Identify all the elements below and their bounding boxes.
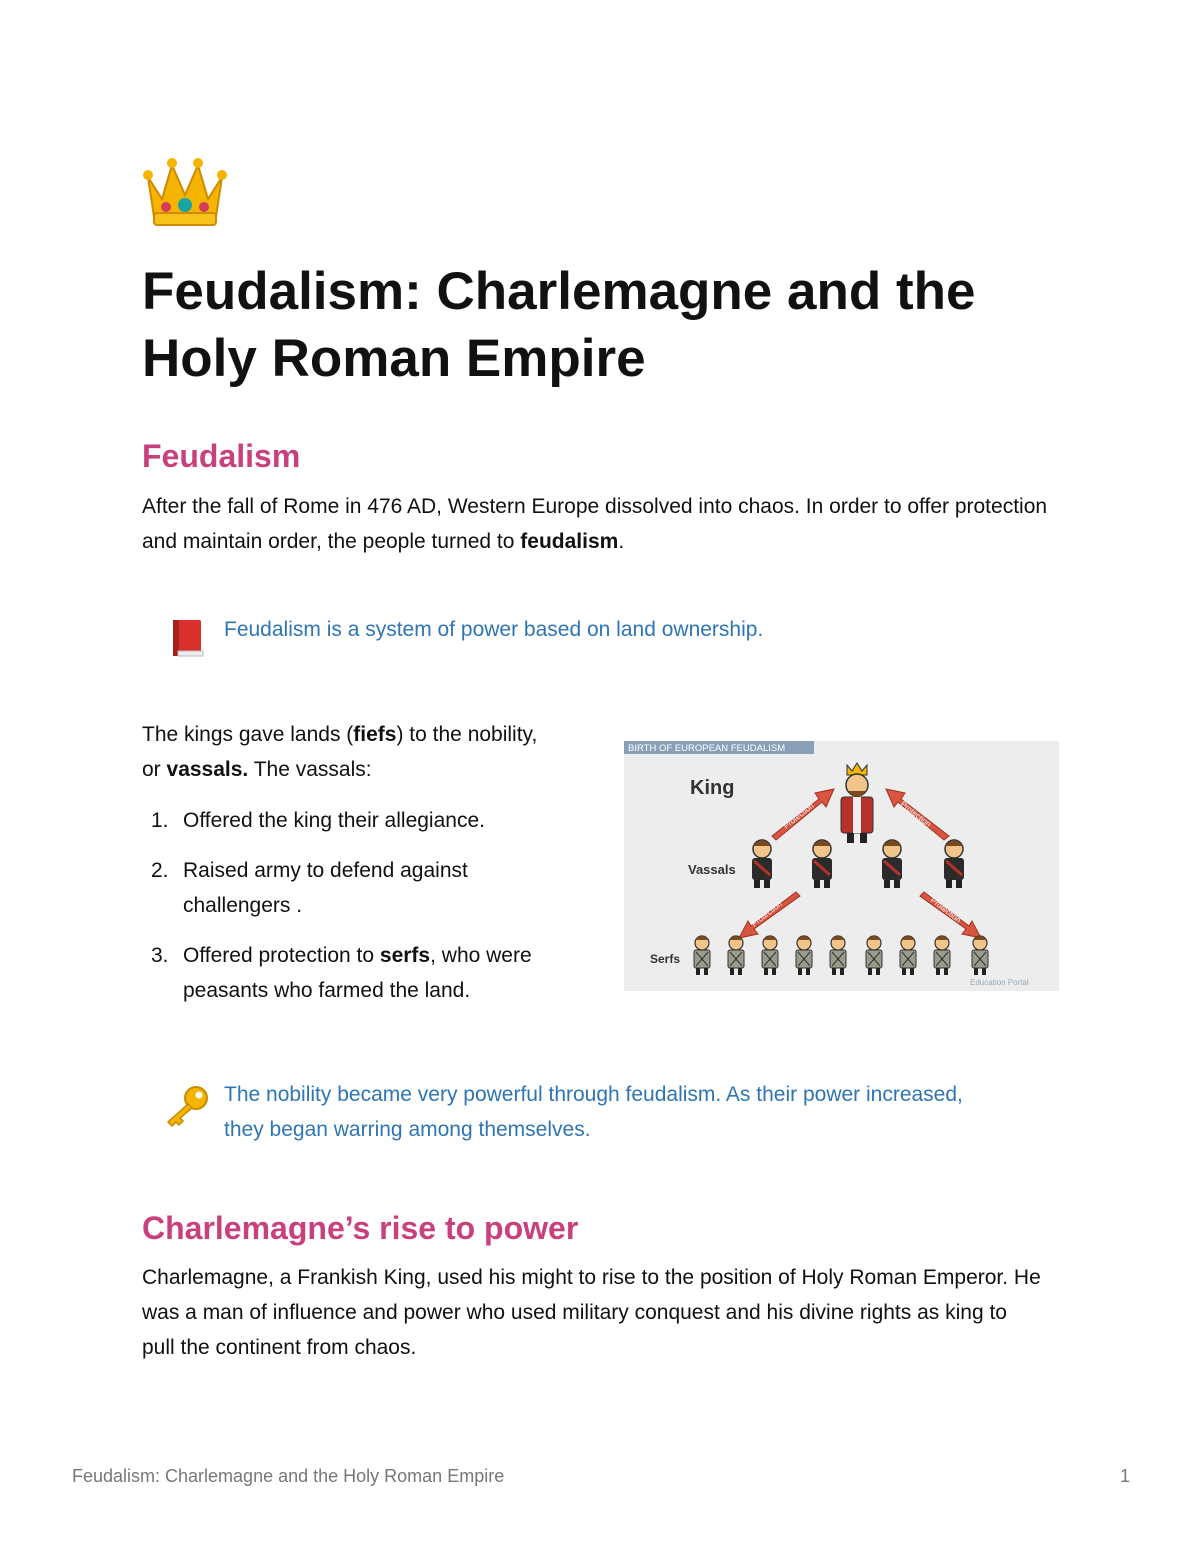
vassal-figure (752, 840, 772, 888)
serf-figure (762, 936, 778, 975)
list-item-text: Raised army to defend against challengers . (183, 859, 468, 917)
king-label: King (690, 777, 735, 799)
diagram-banner: BIRTH OF EUROPEAN FEUDALISM (628, 743, 786, 754)
list-item (142, 853, 612, 923)
serf-figure (694, 936, 710, 975)
page-title: Feudalism: Charlemagne and the Holy Roman Empire (142, 262, 976, 388)
list-item (142, 803, 612, 838)
vassals-text-2: ) to the nobility, or (142, 723, 538, 781)
list-number: 1. (151, 809, 169, 832)
vassals-bold: vassals. (166, 758, 249, 781)
list-item-text-2: , who were peasants who farmed the land. (183, 944, 532, 1002)
vassals-text-3: The vassals: (248, 758, 372, 781)
vassal-figure (812, 840, 832, 888)
intro-paragraph (142, 489, 1062, 559)
serf-figure (796, 936, 812, 975)
protection-arrow-right-lower (920, 892, 981, 938)
serfs-label: Serfs (650, 952, 681, 966)
footer-title: Feudalism: Charlemagne and the Holy Roman Empire (72, 1466, 505, 1486)
callout-definition: Feudalism is a system of power based on land ownership. (224, 618, 764, 641)
callout-nobility: The nobility became very powerful through feudalism. As their power increased, they began warring among themselves. (224, 1083, 963, 1141)
section-heading-charlemagne: Charlemagne’s rise to power (142, 1210, 579, 1246)
vassal-figure (882, 840, 902, 888)
vassal-figure (944, 840, 964, 888)
arrow-label: Protection (749, 899, 784, 929)
serf-figure (830, 936, 846, 975)
intro-bold-feudalism: feudalism (520, 530, 619, 553)
vassals-label: Vassals (688, 862, 736, 877)
fiefs-bold: fiefs (353, 723, 397, 746)
list-item-text-1: Offered protection to (183, 944, 380, 967)
protection-arrow-left-lower (739, 892, 800, 938)
intro-end: . (618, 530, 625, 553)
serf-figure (934, 936, 950, 975)
red-book-icon (170, 617, 206, 664)
protection-arrow-right-upper (886, 789, 949, 840)
king-figure (841, 763, 873, 843)
serfs-bold: serfs (379, 944, 431, 967)
page-number: 1 (1119, 1466, 1130, 1486)
list-item-text: Offered the king their allegiance. (183, 809, 485, 832)
serf-figure (972, 936, 988, 975)
arrow-label: Protection (781, 801, 816, 831)
vassals-paragraph (142, 717, 542, 787)
serf-figure (900, 936, 916, 975)
diagram-watermark: Education Portal (970, 978, 1029, 987)
arrow-label: Protection (928, 895, 963, 925)
intro-text: After the fall of Rome in 476 AD, Western Europe dissolved into chaos. In order to offer protection and maintain order, the people turned to (142, 495, 1048, 553)
serf-figure (866, 936, 882, 975)
feudalism-diagram (624, 741, 1059, 991)
section-heading-feudalism: Feudalism (142, 438, 301, 474)
vassals-text-1: The kings gave lands ( (142, 723, 354, 746)
vassals-duties-list (142, 803, 612, 1023)
key-icon (164, 1084, 210, 1133)
list-number: 2. (151, 859, 169, 882)
list-number: 3. (151, 944, 169, 967)
protection-arrow-left-upper (772, 789, 834, 840)
arrow-label: Protection (898, 799, 933, 829)
serf-figure (728, 936, 744, 975)
list-item (142, 938, 612, 1008)
charlemagne-paragraph: Charlemagne, a Frankish King, used his might to rise to the position of Holy Roman Emperor. He was a man of influence and power who used military conquest and his divine rights as king to pull the continent from chaos. (142, 1266, 1041, 1359)
crown-icon (142, 155, 228, 231)
